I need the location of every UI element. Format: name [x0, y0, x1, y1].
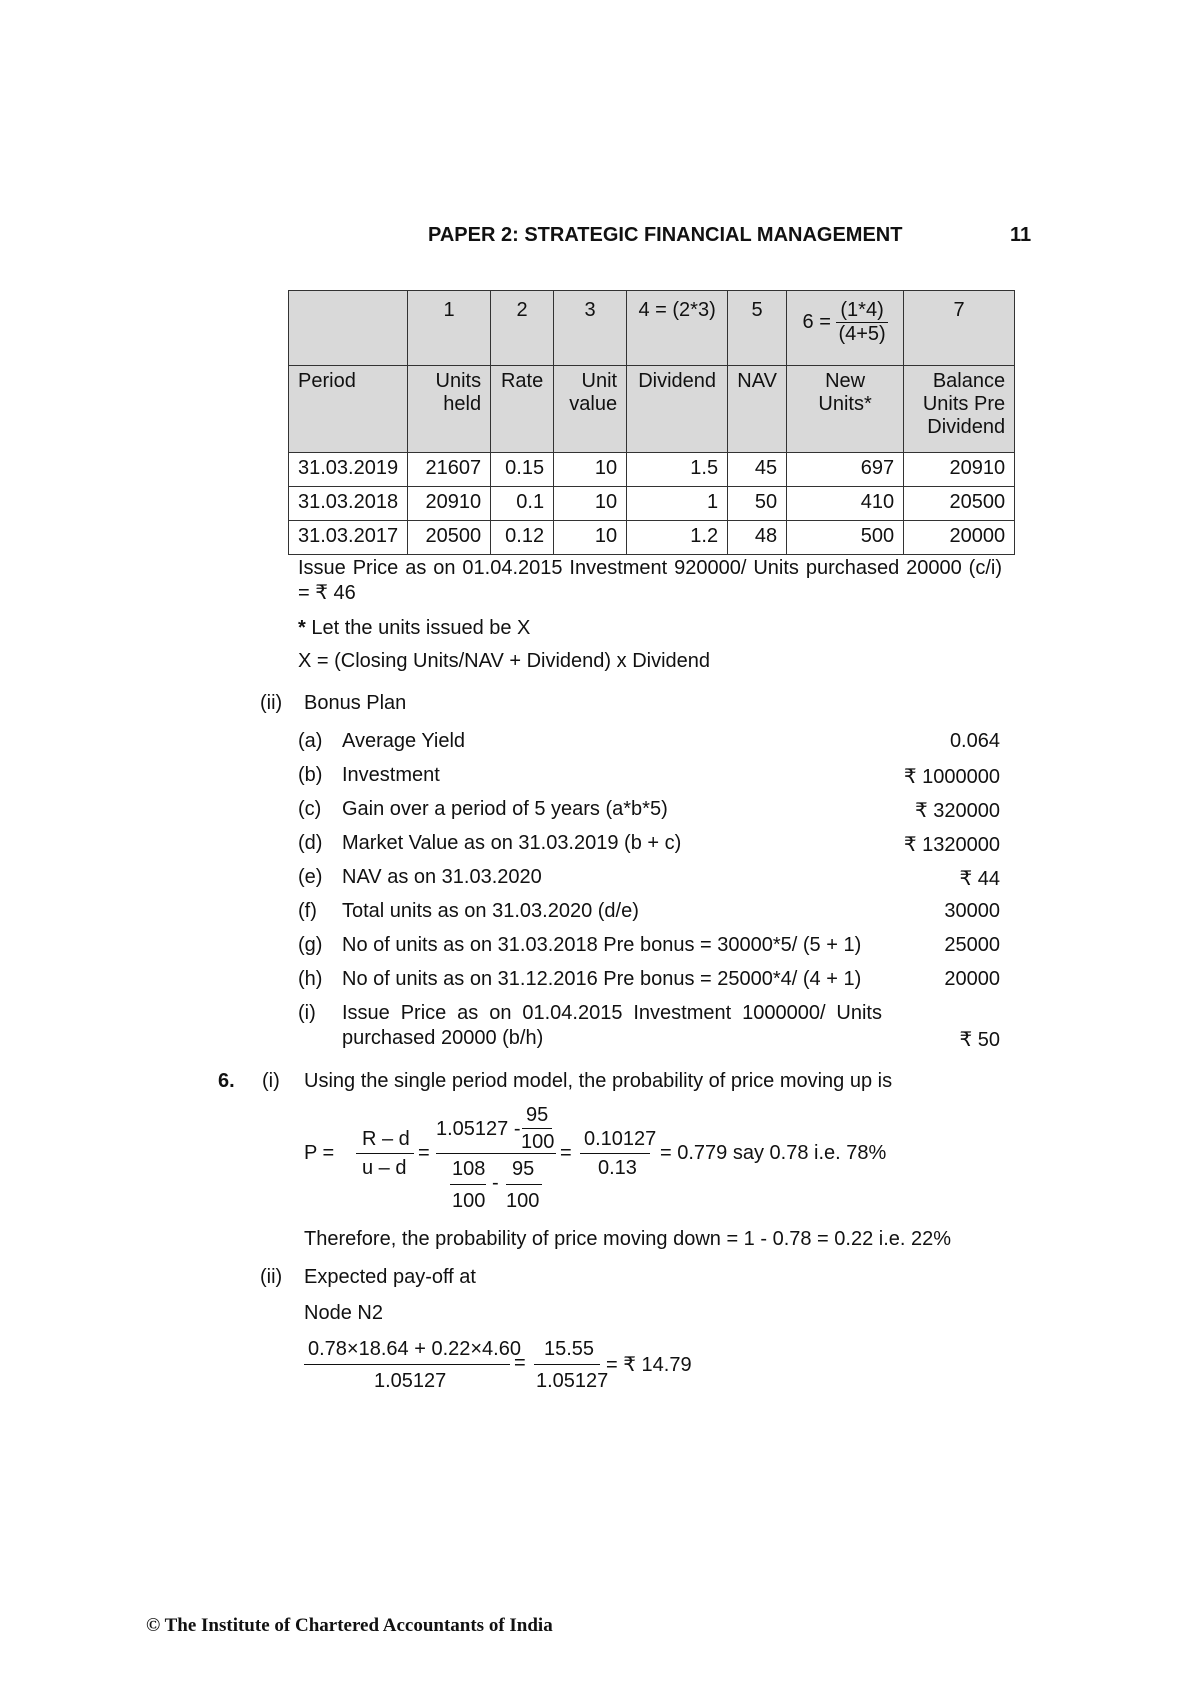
item-letter: (h) — [298, 968, 323, 990]
frac-denominator: 100 — [521, 1131, 555, 1153]
table-cell: 500 — [787, 521, 904, 555]
table-number-row — [289, 291, 1015, 366]
table-cell: 10 — [554, 487, 627, 521]
bonus-marker: (ii) — [260, 692, 283, 714]
table-cell: 0.15 — [491, 453, 554, 487]
fraction-bar — [506, 1184, 542, 1185]
table-cell: 410 — [787, 487, 904, 521]
table-cell: 1.2 — [627, 521, 728, 555]
equals-sign: = — [514, 1352, 526, 1374]
table-cell: 20910 — [904, 453, 1015, 487]
rate-term: 1.05127 - — [436, 1118, 521, 1140]
fraction-bar — [580, 1153, 650, 1154]
column-header: Rate — [491, 366, 554, 453]
payoff-result: = ₹ 14.79 — [606, 1354, 692, 1376]
ud-denominator: u – d — [362, 1157, 407, 1179]
column-header: Units held — [408, 366, 491, 453]
table-row — [289, 487, 1015, 521]
table-cell: 3 — [554, 291, 627, 366]
item-text: Market Value as on 31.03.2019 (b + c) — [342, 832, 682, 854]
page-title: PAPER 2: STRATEGIC FINANCIAL MANAGEMENT — [428, 224, 903, 246]
formula-prefix: 6 = — [802, 310, 831, 333]
part-marker: (ii) — [260, 1266, 283, 1288]
frac-numerator: 108 — [452, 1158, 486, 1180]
table-cell: 7 — [904, 291, 1015, 366]
probability-result: = 0.779 say 0.78 i.e. 78% — [660, 1142, 887, 1164]
fraction-bar — [436, 1153, 556, 1154]
table-cell: 31.03.2017 — [289, 521, 408, 555]
table-cell: 697 — [787, 453, 904, 487]
table-cell: 1 — [627, 487, 728, 521]
item-value: 30000 — [944, 900, 1000, 922]
fraction-bar — [450, 1184, 486, 1185]
bonus-title: Bonus Plan — [304, 692, 407, 714]
item-text: Total units as on 31.03.2020 (d/e) — [342, 900, 639, 922]
item-letter: (i) — [298, 1002, 316, 1024]
units-issued-note — [298, 617, 530, 640]
column-header: Unit value — [554, 366, 627, 453]
table-cell — [289, 291, 408, 366]
table-cell: 20500 — [408, 521, 491, 555]
table-cell: 2 — [491, 291, 554, 366]
formula-fraction — [836, 299, 887, 346]
item-letter: (a) — [298, 730, 323, 752]
table-cell: 0.1 — [491, 487, 554, 521]
column-header: Balance Units Pre Dividend — [904, 366, 1015, 453]
item-text: NAV as on 31.03.2020 — [342, 866, 542, 888]
table-row — [289, 521, 1015, 555]
column-header: New Units* — [787, 366, 904, 453]
table-cell: 20910 — [408, 487, 491, 521]
column-header: Dividend — [627, 366, 728, 453]
table-cell: 10 — [554, 521, 627, 555]
item-letter: (f) — [298, 900, 317, 922]
fraction-bar — [304, 1364, 510, 1365]
table-cell: 20500 — [904, 487, 1015, 521]
frac-denominator: 0.13 — [598, 1157, 637, 1179]
column-header: NAV — [728, 366, 787, 453]
payoff-denominator: 1.05127 — [536, 1370, 609, 1392]
table-cell: 0.12 — [491, 521, 554, 555]
node-label: Node N2 — [304, 1302, 383, 1324]
item-text-line1: Issue Price as on 01.04.2015 Investment 1000000/ Units — [342, 1002, 882, 1024]
frac-numerator: 0.10127 — [584, 1128, 657, 1150]
frac-numerator: 95 — [512, 1158, 535, 1180]
table-header-row — [289, 366, 1015, 453]
item-text: Gain over a period of 5 years (a*b*5) — [342, 798, 668, 820]
equals-sign: = — [418, 1142, 430, 1164]
item-letter: (b) — [298, 764, 323, 786]
item-value: ₹ 320000 — [914, 800, 1000, 822]
table-cell: 20000 — [904, 521, 1015, 555]
table-cell: 5 — [728, 291, 787, 366]
formula-numerator: (1*4) — [836, 299, 887, 323]
frac-numerator: 95 — [526, 1104, 549, 1126]
table-cell: 48 — [728, 521, 787, 555]
item-value: ₹ 44 — [959, 868, 1000, 890]
table-cell: 45 — [728, 453, 787, 487]
item-text-line2: purchased 20000 (b/h) — [342, 1027, 544, 1049]
payoff-numerator: 0.78×18.64 + 0.22×4.60 — [308, 1338, 521, 1360]
item-value: 25000 — [944, 934, 1000, 956]
formula-cell — [787, 291, 904, 366]
part-marker: (i) — [262, 1070, 280, 1092]
item-text: Investment — [342, 764, 440, 786]
asterisk: * — [298, 617, 306, 639]
payoff-numerator: 15.55 — [544, 1338, 595, 1360]
footer-copyright: © The Institute of Chartered Accountants of India — [146, 1615, 553, 1636]
part-text: Using the single period model, the probability of price moving up is — [304, 1070, 893, 1092]
item-value: 0.064 — [949, 730, 1000, 752]
item-letter: (c) — [298, 798, 322, 820]
table-cell: 50 — [728, 487, 787, 521]
p-label: P = — [304, 1142, 335, 1164]
probability-down: Therefore, the probability of price moving down = 1 - 0.78 = 0.22 i.e. 22% — [304, 1228, 952, 1250]
rd-numerator: R – d — [362, 1128, 410, 1150]
item-value: ₹ 1000000 — [903, 766, 1000, 788]
table-cell: 31.03.2019 — [289, 453, 408, 487]
part-text: Expected pay-off at — [304, 1266, 476, 1288]
minus-sign: - — [492, 1172, 499, 1194]
table-cell: 4 = (2*3) — [627, 291, 728, 366]
item-letter: (g) — [298, 934, 323, 956]
table-cell: 10 — [554, 453, 627, 487]
item-letter: (e) — [298, 866, 323, 888]
item-value: ₹ 1320000 — [903, 834, 1000, 856]
payoff-denominator: 1.05127 — [374, 1370, 447, 1392]
table-cell: 1.5 — [627, 453, 728, 487]
page-number: 11 — [1010, 224, 1032, 246]
table-cell: 31.03.2018 — [289, 487, 408, 521]
item-letter: (d) — [298, 832, 323, 854]
item-text: No of units as on 31.03.2018 Pre bonus = 30000*5/ (5 + 1) — [342, 934, 862, 956]
item-value: ₹ 50 — [959, 1029, 1000, 1051]
formula-denominator: (4+5) — [838, 323, 886, 345]
units-issued-text: Let the units issued be X — [311, 617, 531, 639]
equals-sign: = — [560, 1142, 572, 1164]
list-item — [298, 1002, 1000, 1052]
fraction-bar — [522, 1128, 552, 1129]
fraction-bar — [356, 1153, 414, 1154]
issue-price-note: Issue Price as on 01.04.2015 Investment 920000/ Units purchased 20000 (c/i) = ₹ 46 — [298, 557, 1002, 604]
item-text: No of units as on 31.12.2016 Pre bonus = 25000*4/ (4 + 1) — [342, 968, 862, 990]
frac-denominator: 100 — [452, 1190, 486, 1212]
item-value: 20000 — [944, 968, 1000, 990]
table-row — [289, 453, 1015, 487]
frac-denominator: 100 — [506, 1190, 540, 1212]
units-formula: X = (Closing Units/NAV + Dividend) x Dividend — [298, 650, 711, 672]
column-header: Period — [289, 366, 408, 453]
question-number: 6. — [218, 1070, 235, 1092]
item-text: Average Yield — [342, 730, 466, 752]
table-cell: 21607 — [408, 453, 491, 487]
dividend-table — [288, 290, 1015, 555]
table-cell: 1 — [408, 291, 491, 366]
fraction-bar — [534, 1364, 600, 1365]
